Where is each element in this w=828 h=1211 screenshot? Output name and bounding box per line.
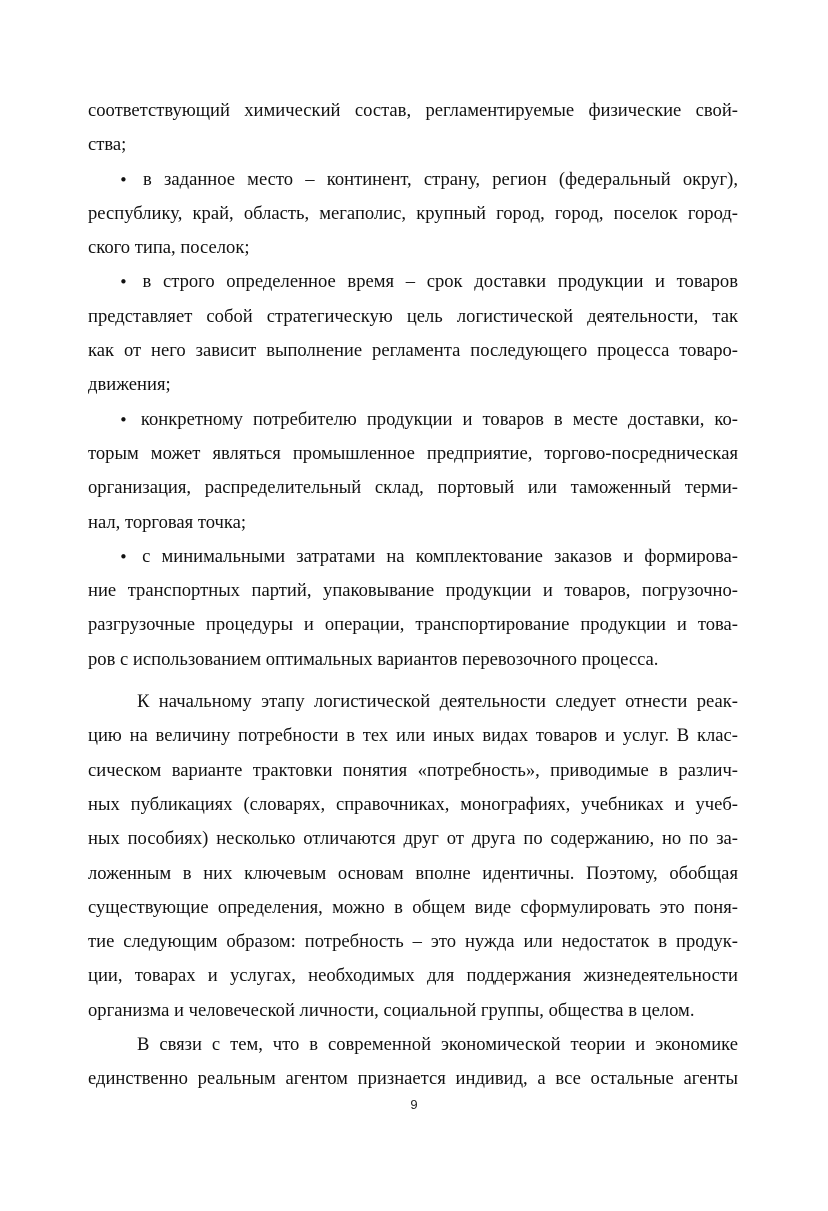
text-line: республику, край, область, мегаполис, крупный город, город, поселок город- (88, 202, 738, 224)
text-line: ложенным в них ключевым основам вполне идентичны. Поэтому, обобщая (88, 862, 738, 884)
page-number: 9 (410, 1097, 418, 1112)
text-line: ние транспортных партий, упаковывание продукции и товаров, погрузочно- (88, 580, 738, 602)
text-line: движения; (88, 374, 171, 396)
text-line: тие следующим образом: потребность – это нужда или недостаток в продук- (88, 931, 738, 953)
text-line: В связи с тем, что в современной экономической теории и экономике (137, 1034, 738, 1056)
text-line: с минимальными затратами на комплектование заказов и формирова- (142, 545, 738, 567)
bullet-icon: • (119, 547, 128, 566)
text-line: конкретному потребителю продукции и товаров в месте доставки, ко- (140, 408, 738, 430)
text-line: единственно реальным агентом признается индивид, а все остальные агенты (88, 1068, 738, 1090)
text-line: как от него зависит выполнение регламента последующего процесса товаро- (88, 340, 738, 362)
bullet-item (88, 403, 738, 540)
bullet-item (88, 265, 738, 402)
bullet-first-line (88, 265, 738, 299)
continuation-text (88, 94, 738, 163)
text-line: торым может являться промышленное предприятие, торгово-посредническая (88, 442, 738, 464)
text-line: цию на величину потребности в тех или иных видах товаров и услуг. В клас- (88, 725, 738, 747)
text-line: организма и человеческой личности, социальной группы, общества в целом. (88, 999, 695, 1021)
paragraph-spacer (88, 677, 738, 685)
text-line: ных публикациях (словарях, справочниках, монографиях, учебниках и учеб- (88, 793, 738, 815)
document-page (88, 94, 738, 1097)
text-line: разгрузочные процедуры и операции, транспортирование продукции и това- (88, 614, 738, 636)
text-line: К начальному этапу логистической деятельности следует отнести реак- (137, 691, 738, 713)
text-line: ров с использованием оптимальных вариантов перевозочного процесса. (88, 648, 659, 670)
text-line: нал, торговая точка; (88, 511, 247, 533)
text-line: ции, товарах и услугах, необходимых для поддержания жизнедеятельности (88, 965, 738, 987)
text-line: в заданное место – континент, страну, регион (федеральный округ), (143, 168, 738, 190)
bullet-first-line (88, 540, 738, 574)
text-line: сическом варианте трактовки понятия «потребность», приводимые в различ- (88, 759, 738, 781)
text-line: ных пособиях) несколько отличаются друг от друга по содержанию, но по за- (88, 828, 738, 850)
text-line: в строго определенное время – срок доставки продукции и товаров (142, 271, 738, 293)
bullet-first-line (88, 403, 738, 437)
text-line: организация, распределительный склад, портовый или таможенный терми- (88, 477, 738, 499)
bullet-first-line (88, 163, 738, 197)
paragraph (88, 1028, 738, 1097)
text-line: соответствующий химический состав, регламентируемые физические свой- (88, 100, 738, 121)
paragraph (88, 685, 738, 1028)
bullet-item (88, 540, 738, 677)
bullet-item (88, 163, 738, 266)
text-line: представляет собой стратегическую цель логистической деятельности, так (88, 305, 738, 327)
text-line: ского типа, поселок; (88, 237, 250, 259)
text-line: существующие определения, можно в общем виде сформулировать это поня- (88, 896, 738, 918)
text-line: ства; (88, 134, 127, 156)
bullet-icon: • (119, 273, 128, 292)
bullet-icon: • (119, 170, 128, 189)
bullet-icon: • (119, 410, 128, 429)
